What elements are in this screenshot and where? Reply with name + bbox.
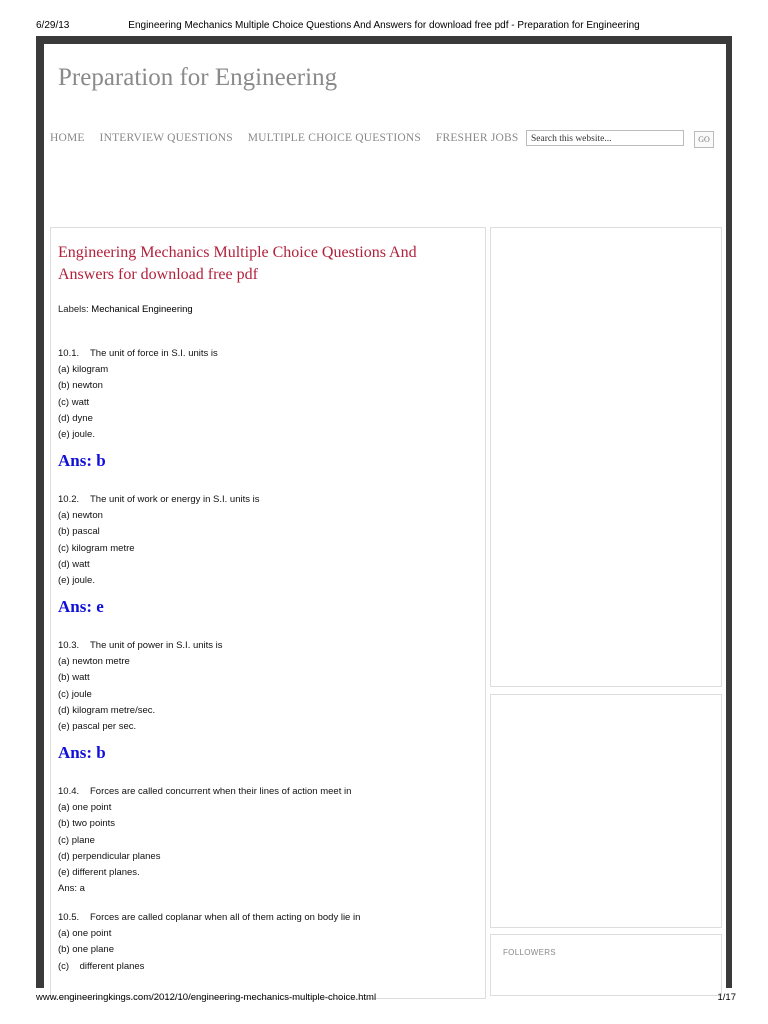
option: (a) one point xyxy=(58,802,112,814)
question-number: 10.5. xyxy=(58,912,80,923)
option: (e) pascal per sec. xyxy=(58,721,137,733)
question-block xyxy=(58,784,351,897)
answer: Ans: b xyxy=(58,743,106,762)
option: (e) joule. xyxy=(58,429,95,441)
site-title[interactable]: Preparation for Engineering xyxy=(58,64,338,91)
question-stem: The unit of power in S.I. units is xyxy=(90,640,223,651)
search-go-button[interactable]: GO xyxy=(694,131,714,148)
option: (a) newton metre xyxy=(58,656,130,668)
question-text xyxy=(58,492,260,508)
option: (c) watt xyxy=(58,396,90,408)
option: (d) perpendicular planes xyxy=(58,850,161,862)
print-page-title: Engineering Mechanics Multiple Choice Questions And Answers for download free pdf - Preparation for Engineering xyxy=(128,20,640,31)
option: (c) kilogram metre xyxy=(58,542,135,554)
label-link[interactable]: Mechanical Engineering xyxy=(91,304,193,315)
option: (d) dyne xyxy=(58,412,93,424)
option: (b) watt xyxy=(58,672,90,684)
option: (d) kilogram metre/sec. xyxy=(58,704,156,716)
option: (c) joule xyxy=(58,688,92,700)
print-url: www.engineeringkings.com/2012/10/engineering-mechanics-multiple-choice.html xyxy=(36,992,377,1003)
web-page xyxy=(44,44,726,988)
followers-heading: FOLLOWERS xyxy=(503,948,556,957)
option: (b) two points xyxy=(58,818,116,830)
option: (a) one point xyxy=(58,928,112,940)
labels-prefix: Labels: xyxy=(58,304,89,315)
question-block xyxy=(58,910,360,975)
option: (a) kilogram xyxy=(58,364,109,376)
search-input[interactable]: Search this website... xyxy=(526,130,684,146)
nav-multiple-choice-questions[interactable]: MULTIPLE CHOICE QUESTIONS xyxy=(247,132,421,144)
option: (c) plane xyxy=(58,834,95,846)
question-stem: Forces are called coplanar when all of them acting on body lie in xyxy=(90,912,361,923)
question-text xyxy=(58,638,223,654)
sidebar-widget xyxy=(490,694,722,928)
nav-fresher-jobs[interactable]: FRESHER JOBS xyxy=(435,132,519,144)
option: (c) different planes xyxy=(58,960,145,972)
question-number: 10.1. xyxy=(58,348,80,359)
question-stem: The unit of force in S.I. units is xyxy=(90,348,218,359)
option: (b) one plane xyxy=(58,944,114,956)
question-stem: The unit of work or energy in S.I. units is xyxy=(90,494,260,505)
post-content xyxy=(50,227,486,999)
answer: Ans: e xyxy=(58,597,104,616)
option: (d) watt xyxy=(58,558,90,570)
post-title[interactable]: Engineering Mechanics Multiple Choice Questions And Answers for download free pdf xyxy=(58,244,417,283)
option: (e) joule. xyxy=(58,575,95,587)
followers-widget xyxy=(490,934,722,996)
option: (b) newton xyxy=(58,380,103,392)
inline-answer: Ans: a xyxy=(58,883,85,895)
question-text xyxy=(58,910,360,926)
question-number: 10.2. xyxy=(58,494,80,505)
answer: Ans: b xyxy=(58,451,106,470)
print-page-number: 1/17 xyxy=(717,992,736,1003)
question-number: 10.3. xyxy=(58,640,80,651)
main-nav xyxy=(50,132,530,144)
sidebar-widget xyxy=(490,227,722,687)
question-stem: Forces are called concurrent when their lines of action meet in xyxy=(90,786,352,797)
print-header xyxy=(0,0,768,36)
nav-interview-questions[interactable]: INTERVIEW QUESTIONS xyxy=(99,132,233,144)
question-text xyxy=(58,346,218,362)
question-block xyxy=(58,492,260,589)
print-footer xyxy=(0,992,768,1024)
question-block xyxy=(58,346,218,443)
question-text xyxy=(58,784,351,800)
print-date: 6/29/13 xyxy=(36,20,70,31)
option: (a) newton xyxy=(58,510,103,522)
question-number: 10.4. xyxy=(58,786,80,797)
option: (b) pascal xyxy=(58,526,100,538)
nav-home[interactable]: HOME xyxy=(50,132,85,144)
question-block xyxy=(58,638,223,735)
post-labels xyxy=(58,304,193,315)
option: (e) different planes. xyxy=(58,867,140,879)
